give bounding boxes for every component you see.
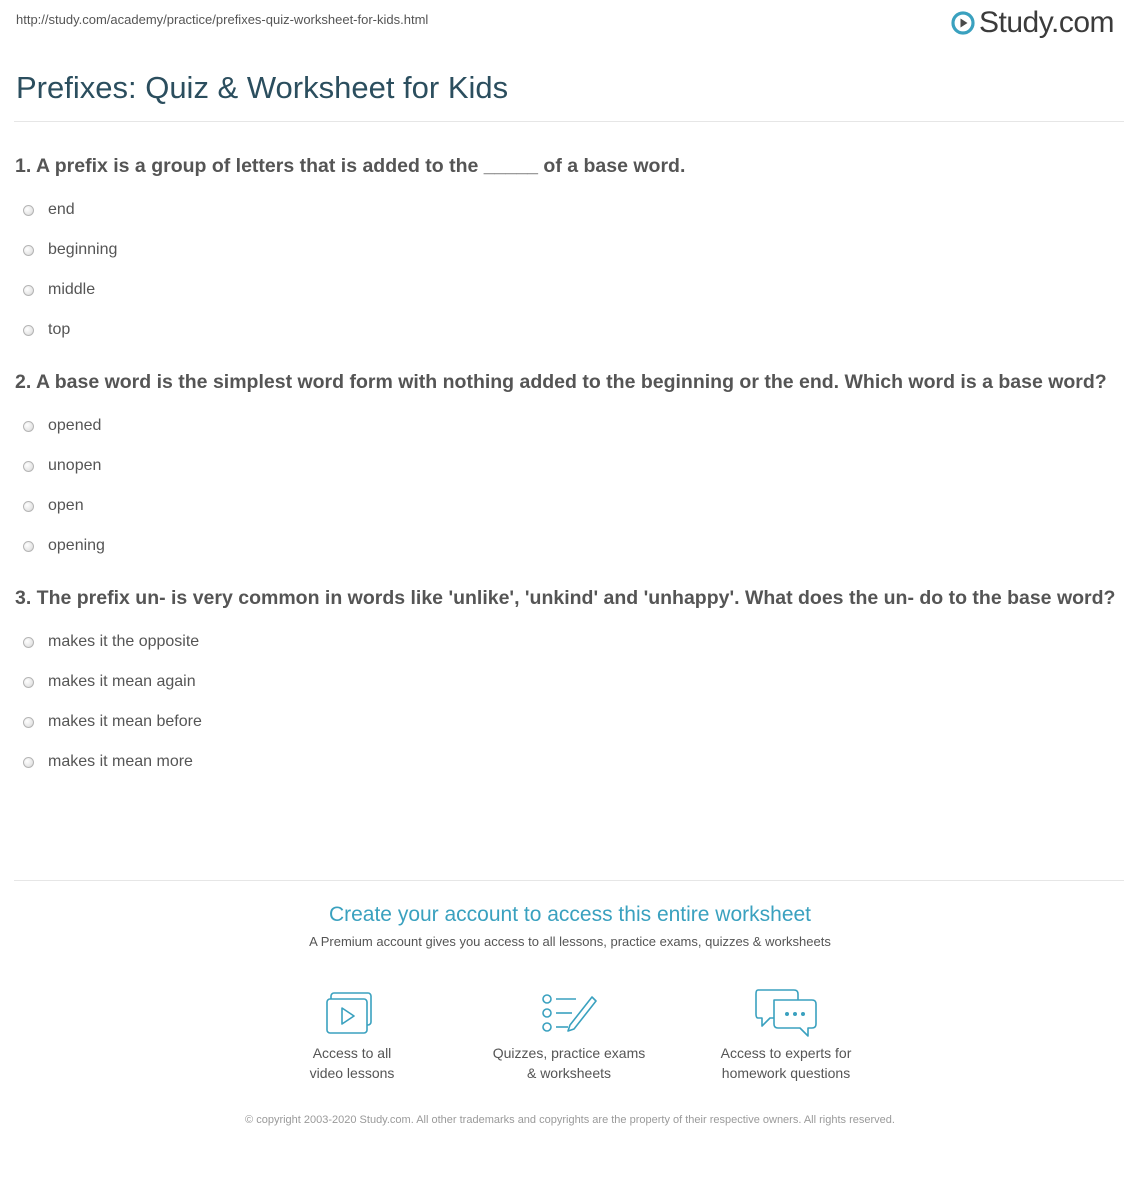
play-circle-icon: [951, 11, 975, 35]
answer-option[interactable]: [15, 526, 1120, 566]
feature-quizzes: [469, 985, 669, 1083]
feature-label: Access to all video lessons: [309, 1045, 395, 1081]
option-label: makes it mean before: [48, 713, 202, 730]
radio-button[interactable]: [23, 637, 34, 648]
option-label: makes it mean again: [48, 673, 196, 690]
answer-option[interactable]: [15, 270, 1120, 310]
option-label: makes it the opposite: [48, 633, 200, 650]
page-url: http://study.com/academy/practice/prefixes-quiz-worksheet-for-kids.html: [16, 12, 429, 27]
chat-bubbles-icon: [754, 988, 818, 1040]
cta-title[interactable]: Create your account to access this entire worksheet: [328, 903, 812, 926]
question-list: [15, 152, 1120, 800]
radio-button[interactable]: [23, 757, 34, 768]
question-3: [15, 584, 1120, 782]
radio-button[interactable]: [23, 717, 34, 728]
footer-divider: [14, 880, 1124, 881]
option-label: opening: [48, 537, 105, 554]
answer-option[interactable]: [15, 702, 1120, 742]
answer-option[interactable]: [15, 742, 1120, 782]
radio-button[interactable]: [23, 461, 34, 472]
option-label: middle: [48, 281, 96, 298]
answer-option[interactable]: [15, 662, 1120, 702]
radio-button[interactable]: [23, 677, 34, 688]
answer-option[interactable]: [15, 446, 1120, 486]
radio-button[interactable]: [23, 325, 34, 336]
feature-label: Access to experts for homework questions: [720, 1045, 852, 1081]
answer-option[interactable]: [15, 230, 1120, 270]
radio-button[interactable]: [23, 541, 34, 552]
video-lessons-icon: [325, 991, 379, 1037]
answer-option[interactable]: [15, 310, 1120, 350]
answer-option[interactable]: [15, 190, 1120, 230]
signup-cta: [0, 900, 1140, 949]
radio-button[interactable]: [23, 245, 34, 256]
option-label: beginning: [48, 241, 118, 258]
radio-button[interactable]: [23, 421, 34, 432]
feature-experts: [686, 985, 886, 1083]
logo-text: Study.com: [979, 6, 1114, 39]
option-label: unopen: [48, 457, 102, 474]
page-title: Prefixes: Quiz & Worksheet for Kids: [16, 70, 509, 105]
radio-button[interactable]: [23, 501, 34, 512]
cta-subtitle: A Premium account gives you access to all lessons, practice exams, quizzes & worksheets: [309, 934, 831, 949]
question-1: [15, 152, 1120, 350]
quiz-list-icon: [540, 991, 598, 1037]
option-label: top: [48, 321, 71, 338]
question-text: 2. A base word is the simplest word form with nothing added to the beginning or the end. Which word is a base word?: [15, 371, 1107, 393]
answer-option[interactable]: [15, 486, 1120, 526]
answer-option[interactable]: [15, 622, 1120, 662]
question-2: [15, 368, 1120, 566]
option-label: opened: [48, 417, 102, 434]
header-divider: [14, 121, 1124, 122]
feature-label: Quizzes, practice exams & worksheets: [492, 1045, 646, 1081]
answer-option[interactable]: [15, 406, 1120, 446]
option-label: end: [48, 201, 75, 218]
question-text: 1. A prefix is a group of letters that is added to the _____ of a base word.: [15, 155, 686, 177]
question-text: 3. The prefix un- is very common in words like 'unlike', 'unkind' and 'unhappy'. What does the un- do to the base word?: [15, 587, 1116, 609]
option-label: open: [48, 497, 84, 514]
option-label: makes it mean more: [48, 753, 193, 770]
radio-button[interactable]: [23, 205, 34, 216]
copyright-text: © copyright 2003-2020 Study.com. All other trademarks and copyrights are the property of their respective owners. All rights reserved.: [245, 1114, 895, 1126]
study-logo[interactable]: [951, 6, 1114, 40]
radio-button[interactable]: [23, 285, 34, 296]
feature-video-lessons: [252, 985, 452, 1083]
